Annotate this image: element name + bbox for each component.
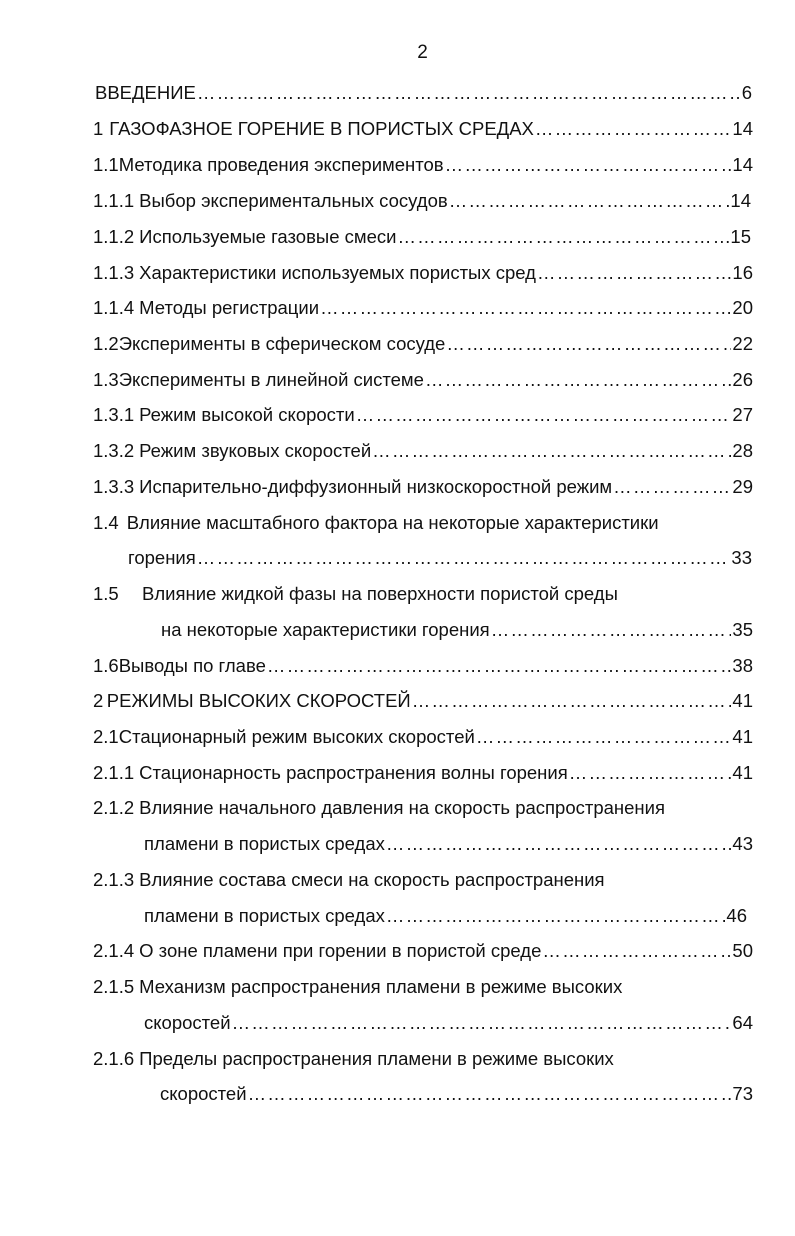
- toc-entry-continuation[interactable]: [128, 547, 752, 577]
- toc-title-continued: пламени в пористых средах: [144, 905, 385, 926]
- toc-number: 1: [93, 118, 104, 139]
- toc-page: 41: [732, 762, 753, 783]
- toc-page: 64: [732, 1012, 753, 1033]
- toc-number: 1.5: [93, 583, 119, 604]
- toc-number: 1.6: [93, 655, 119, 676]
- toc-number: 1.3: [93, 369, 119, 390]
- toc-number: 1.3.3: [93, 476, 135, 497]
- toc-leader-dots: [476, 726, 732, 748]
- toc-entry[interactable]: [93, 512, 753, 542]
- toc-page: 22: [732, 333, 753, 354]
- toc-entry[interactable]: [93, 369, 753, 399]
- toc-leader-dots: [425, 369, 731, 391]
- toc-number: 2: [93, 690, 104, 711]
- toc-number: 1.1.4: [93, 297, 135, 318]
- toc-title: РЕЖИМЫ ВЫСОКИХ СКОРОСТЕЙ: [106, 690, 411, 711]
- toc-entry-continuation[interactable]: [161, 619, 753, 649]
- toc-title: ГАЗОФАЗНОЕ ГОРЕНИЕ В ПОРИСТЫХ СРЕДАХ: [109, 118, 534, 139]
- toc-page: 33: [731, 547, 752, 568]
- toc-leader-dots: [248, 1083, 732, 1105]
- toc-entry[interactable]: [93, 333, 753, 363]
- toc-number: 1.1.2: [93, 226, 135, 247]
- toc-entry[interactable]: [93, 226, 751, 256]
- toc-title: Выбор экспериментальных сосудов: [139, 190, 448, 211]
- toc-leader-dots: [356, 404, 732, 426]
- toc-title: Методы регистрации: [139, 297, 320, 318]
- toc-leader-dots: [372, 440, 731, 462]
- toc-entry[interactable]: [93, 190, 751, 220]
- toc-page: 50: [732, 940, 753, 961]
- toc-number: 2.1.1: [93, 762, 135, 783]
- toc-page: 27: [732, 404, 753, 425]
- toc-entry[interactable]: [93, 976, 753, 1006]
- toc-number: 1.3.2: [93, 440, 135, 461]
- toc-leader-dots: [446, 333, 731, 355]
- toc-title: Методика проведения экспериментов: [118, 154, 444, 175]
- toc-page: 14: [732, 118, 753, 139]
- toc-leader-dots: [535, 118, 732, 140]
- toc-title-continued: пламени в пористых средах: [144, 833, 385, 854]
- toc-entry[interactable]: [95, 82, 752, 112]
- toc-title: Стационарный режим высоких скоростей: [118, 726, 475, 747]
- toc-title-continued: скоростей: [144, 1012, 231, 1033]
- toc-title: Механизм распространения пламени в режиме высоких: [139, 976, 623, 997]
- toc-leader-dots: [397, 226, 729, 248]
- toc-leader-dots: [537, 262, 731, 284]
- toc-title-continued: на некоторые характеристики горения: [161, 619, 490, 640]
- toc-title: Испарительно-диффузионный низкоскоростной режим: [139, 476, 613, 497]
- toc-entry[interactable]: [93, 440, 753, 470]
- toc-page: 16: [732, 262, 753, 283]
- toc-page: 41: [732, 690, 753, 711]
- toc-title: Выводы по главе: [118, 655, 266, 676]
- toc-leader-dots: [267, 655, 732, 677]
- toc-title: Режим высокой скорости: [139, 404, 355, 425]
- toc-title: Влияние состава смеси на скорость распространения: [139, 869, 605, 890]
- toc-page: 14: [732, 154, 753, 175]
- toc-entry[interactable]: [93, 869, 753, 899]
- toc-title: Стационарность распространения волны горения: [139, 762, 568, 783]
- toc-page: 29: [732, 476, 753, 497]
- toc-page: 6: [741, 82, 752, 103]
- toc-page: 28: [732, 440, 753, 461]
- toc-page: 20: [732, 297, 753, 318]
- toc-page: 35: [732, 619, 753, 640]
- toc-entry[interactable]: [93, 726, 753, 756]
- toc-leader-dots: [569, 762, 732, 784]
- toc-page: 43: [732, 833, 753, 854]
- toc-number: 1.1.3: [93, 262, 135, 283]
- toc-title: Режим звуковых скоростей: [139, 440, 372, 461]
- toc-number: 1.4: [93, 512, 119, 533]
- toc-page: 15: [730, 226, 751, 247]
- toc-number: 1.1: [93, 154, 119, 175]
- toc-entry[interactable]: [93, 404, 753, 434]
- toc-page: 14: [730, 190, 751, 211]
- toc-leader-dots: [232, 1012, 732, 1034]
- toc-number: 1.3.1: [93, 404, 135, 425]
- toc-entry[interactable]: [93, 762, 753, 792]
- toc-entry[interactable]: [93, 154, 753, 184]
- toc-entry[interactable]: [93, 583, 753, 613]
- toc-leader-dots: [491, 619, 732, 641]
- toc-number: 2.1.5: [93, 976, 135, 997]
- toc-title: Влияние жидкой фазы на поверхности пористой среды: [142, 583, 618, 604]
- toc-number: 1.1.1: [93, 190, 135, 211]
- toc-leader-dots: [542, 940, 731, 962]
- toc-entry[interactable]: [93, 476, 753, 506]
- toc-leader-dots: [445, 154, 732, 176]
- toc-leader-dots: [449, 190, 730, 212]
- toc-title: ВВЕДЕНИЕ: [95, 82, 196, 103]
- toc-page: 26: [732, 369, 753, 390]
- toc-entry-continuation[interactable]: [160, 1083, 753, 1113]
- toc-title: Эксперименты в сферическом сосуде: [118, 333, 446, 354]
- toc-title-continued: горения: [128, 547, 196, 568]
- toc-title: Используемые газовые смеси: [139, 226, 397, 247]
- toc-number: 2.1.6: [93, 1048, 135, 1069]
- toc-entry[interactable]: [93, 797, 753, 827]
- toc-title: О зоне пламени при горении в пористой среде: [139, 940, 542, 961]
- toc-entry[interactable]: [93, 118, 753, 148]
- toc-title: Эксперименты в линейной системе: [118, 369, 424, 390]
- toc-entry[interactable]: [93, 690, 753, 720]
- toc-leader-dots: [412, 690, 732, 712]
- toc-number: 2.1.3: [93, 869, 135, 890]
- toc-entry[interactable]: [93, 655, 753, 685]
- toc-entry-continuation[interactable]: [144, 833, 753, 863]
- toc-entry[interactable]: [93, 1048, 753, 1078]
- toc-leader-dots: [386, 833, 732, 855]
- toc-page: 38: [732, 655, 753, 676]
- toc-leader-dots: [320, 297, 731, 319]
- toc-number: 2.1: [93, 726, 119, 747]
- toc-page: 73: [732, 1083, 753, 1104]
- toc-entry-continuation[interactable]: [144, 905, 747, 935]
- toc-entry[interactable]: [93, 297, 753, 327]
- toc-title-continued: скоростей: [160, 1083, 247, 1104]
- toc-entry[interactable]: [93, 262, 753, 292]
- toc-leader-dots: [197, 547, 731, 569]
- toc-title: Пределы распространения пламени в режиме высоких: [139, 1048, 614, 1069]
- toc-leader-dots: [197, 82, 741, 104]
- toc-page: 41: [732, 726, 753, 747]
- toc-number: 1.2: [93, 333, 119, 354]
- toc-entry-continuation[interactable]: [144, 1012, 753, 1042]
- toc-number: 2.1.4: [93, 940, 135, 961]
- toc-page: 46: [726, 905, 747, 926]
- toc-title: Влияние масштабного фактора на некоторые характеристики: [126, 512, 659, 533]
- toc-leader-dots: [386, 905, 726, 927]
- toc-leader-dots: [613, 476, 731, 498]
- toc-entry[interactable]: [93, 940, 753, 970]
- toc-number: 2.1.2: [93, 797, 135, 818]
- toc-title: Характеристики используемых пористых сред: [139, 262, 536, 283]
- toc-title: Влияние начального давления на скорость распространения: [139, 797, 665, 818]
- page-number: 2: [417, 42, 428, 63]
